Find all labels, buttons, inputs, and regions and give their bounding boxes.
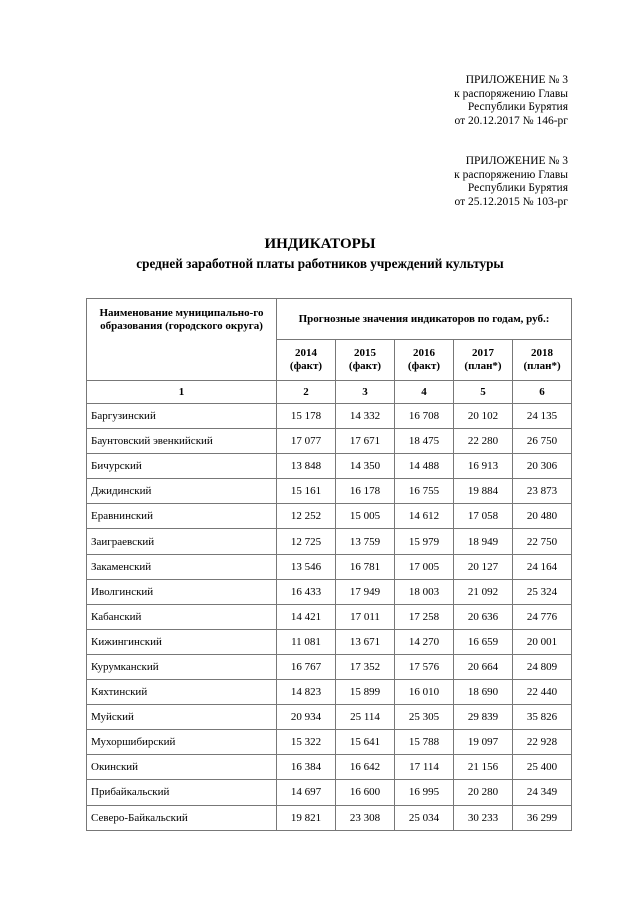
year-label: 2018 [531,347,554,359]
salary-value: 16 433 [277,579,336,604]
salary-value: 25 305 [395,705,454,730]
salary-value: 18 003 [395,579,454,604]
salary-value: 13 759 [336,529,395,554]
salary-value: 16 600 [336,780,395,805]
salary-value: 22 280 [454,429,513,454]
salary-value: 13 546 [277,554,336,579]
table-row [87,629,572,654]
column-number: 5 [454,381,513,404]
salary-value: 16 659 [454,629,513,654]
salary-value: 24 135 [513,404,572,429]
table-row [87,680,572,705]
header-municipality: Наименование муниципально-го образования (городского округа) [87,299,277,381]
column-number: 4 [395,381,454,404]
salary-value: 21 156 [454,755,513,780]
salary-value: 22 750 [513,529,572,554]
municipality-name: Кабанский [87,604,277,629]
salary-value: 16 384 [277,755,336,780]
appendix-line: к распоряжению Главы [454,87,568,100]
year-label: 2016 [413,347,435,359]
column-number: 3 [336,381,395,404]
salary-value: 15 322 [277,730,336,755]
column-number-row [87,381,572,404]
appendix-line: Республики Бурятия [467,182,568,195]
salary-value: 35 826 [513,705,572,730]
table-row [87,454,572,479]
column-number: 1 [87,381,277,404]
salary-value: 11 081 [277,629,336,654]
salary-value: 12 252 [277,504,336,529]
salary-value: 15 161 [277,479,336,504]
municipality-name: Закаменский [87,554,277,579]
salary-value: 13 848 [277,454,336,479]
salary-value: 21 092 [454,579,513,604]
salary-value: 18 690 [454,680,513,705]
column-number: 2 [277,381,336,404]
header-year [277,340,336,381]
table-row [87,529,572,554]
header-year [454,340,513,381]
salary-value: 17 671 [336,429,395,454]
salary-value: 16 708 [395,404,454,429]
salary-value: 14 823 [277,680,336,705]
salary-value: 20 102 [454,404,513,429]
salary-value: 19 097 [454,730,513,755]
municipality-name: Мухоршибирский [87,730,277,755]
salary-value: 25 400 [513,755,572,780]
salary-value: 19 821 [277,805,336,830]
salary-value: 14 612 [395,504,454,529]
salary-value: 18 949 [454,529,513,554]
salary-value: 14 697 [277,780,336,805]
table-row [87,404,572,429]
salary-value: 16 642 [336,755,395,780]
column-number: 6 [513,381,572,404]
table-row [87,554,572,579]
year-type: (факт) [407,360,441,372]
salary-value: 30 233 [454,805,513,830]
year-type: (факт) [289,360,323,372]
header-forecast: Прогнозные значения индикаторов по годам, руб.: [277,299,572,340]
salary-value: 18 475 [395,429,454,454]
municipality-name: Курумканский [87,654,277,679]
salary-value: 20 934 [277,705,336,730]
salary-value: 17 576 [395,654,454,679]
year-label: 2017 [472,347,494,359]
salary-value: 15 899 [336,680,395,705]
salary-value: 23 873 [513,479,572,504]
municipality-name: Кяхтинский [87,680,277,705]
table-row [87,755,572,780]
salary-value: 20 664 [454,654,513,679]
salary-value: 15 005 [336,504,395,529]
salary-value: 14 350 [336,454,395,479]
municipality-name: Кижингинский [87,629,277,654]
salary-value: 22 928 [513,730,572,755]
document-title [0,235,640,273]
salary-value: 24 776 [513,604,572,629]
year-type: (план*) [464,360,502,372]
table-row [87,805,572,830]
municipality-name: Баргузинский [87,404,277,429]
salary-value: 22 440 [513,680,572,705]
salary-value: 12 725 [277,529,336,554]
salary-value: 29 839 [454,705,513,730]
year-type: (факт) [348,360,382,372]
salary-value: 16 995 [395,780,454,805]
salary-value: 16 755 [395,479,454,504]
table-row [87,730,572,755]
appendix-note-current [454,74,568,128]
salary-value: 25 324 [513,579,572,604]
appendix-note-original [454,155,568,209]
title-main: ИНДИКАТОРЫ [264,236,376,252]
municipality-name: Иволгинский [87,579,277,604]
appendix-line: Республики Бурятия [467,101,568,114]
salary-value: 14 270 [395,629,454,654]
salary-value: 36 299 [513,805,572,830]
municipality-name: Бичурский [87,454,277,479]
appendix-title: ПРИЛОЖЕНИЕ № 3 [465,155,568,167]
salary-value: 17 258 [395,604,454,629]
table-row [87,429,572,454]
municipality-name: Прибайкальский [87,780,277,805]
table-row [87,604,572,629]
appendix-date: от 20.12.2017 № 146-рг [454,114,568,127]
salary-value: 23 308 [336,805,395,830]
salary-value: 14 488 [395,454,454,479]
salary-value: 20 127 [454,554,513,579]
salary-indicators-table [86,298,572,831]
municipality-name: Баунтовский эвенкийский [87,429,277,454]
salary-value: 20 636 [454,604,513,629]
salary-value: 16 767 [277,654,336,679]
municipality-name: Муйский [87,705,277,730]
salary-value: 14 332 [336,404,395,429]
salary-value: 20 306 [513,454,572,479]
salary-value: 16 913 [454,454,513,479]
header-year [395,340,454,381]
salary-value: 13 671 [336,629,395,654]
table-row [87,479,572,504]
salary-value: 16 781 [336,554,395,579]
salary-value: 14 421 [277,604,336,629]
salary-value: 25 114 [336,705,395,730]
municipality-name: Северо-Байкальский [87,805,277,830]
table-body [87,404,572,831]
header-year [336,340,395,381]
municipality-name: Окинский [87,755,277,780]
salary-value: 24 349 [513,780,572,805]
salary-value: 19 884 [454,479,513,504]
municipality-name: Еравнинский [87,504,277,529]
salary-value: 16 010 [395,680,454,705]
year-label: 2014 [295,347,317,359]
salary-value: 17 949 [336,579,395,604]
year-type: (план*) [523,360,561,372]
salary-value: 24 809 [513,654,572,679]
salary-value: 17 114 [395,755,454,780]
salary-value: 15 641 [336,730,395,755]
salary-value: 17 011 [336,604,395,629]
header-year [513,340,572,381]
salary-value: 26 750 [513,429,572,454]
table-row [87,780,572,805]
salary-value: 15 979 [395,529,454,554]
salary-value: 20 480 [513,504,572,529]
appendix-line: к распоряжению Главы [454,168,568,181]
title-subtitle: средней заработной платы работников учреждений культуры [136,256,504,271]
year-label: 2015 [354,347,376,359]
salary-value: 25 034 [395,805,454,830]
table-row [87,654,572,679]
appendix-date: от 25.12.2015 № 103-рг [454,195,568,208]
salary-value: 17 352 [336,654,395,679]
salary-value: 20 001 [513,629,572,654]
municipality-name: Джидинский [87,479,277,504]
table-row [87,579,572,604]
salary-value: 20 280 [454,780,513,805]
table-row [87,705,572,730]
salary-value: 17 077 [277,429,336,454]
salary-value: 17 005 [395,554,454,579]
salary-value: 16 178 [336,479,395,504]
municipality-name: Заиграевский [87,529,277,554]
salary-value: 15 178 [277,404,336,429]
salary-value: 24 164 [513,554,572,579]
salary-value: 17 058 [454,504,513,529]
salary-value: 15 788 [395,730,454,755]
table-row [87,504,572,529]
appendix-title: ПРИЛОЖЕНИЕ № 3 [465,74,568,86]
